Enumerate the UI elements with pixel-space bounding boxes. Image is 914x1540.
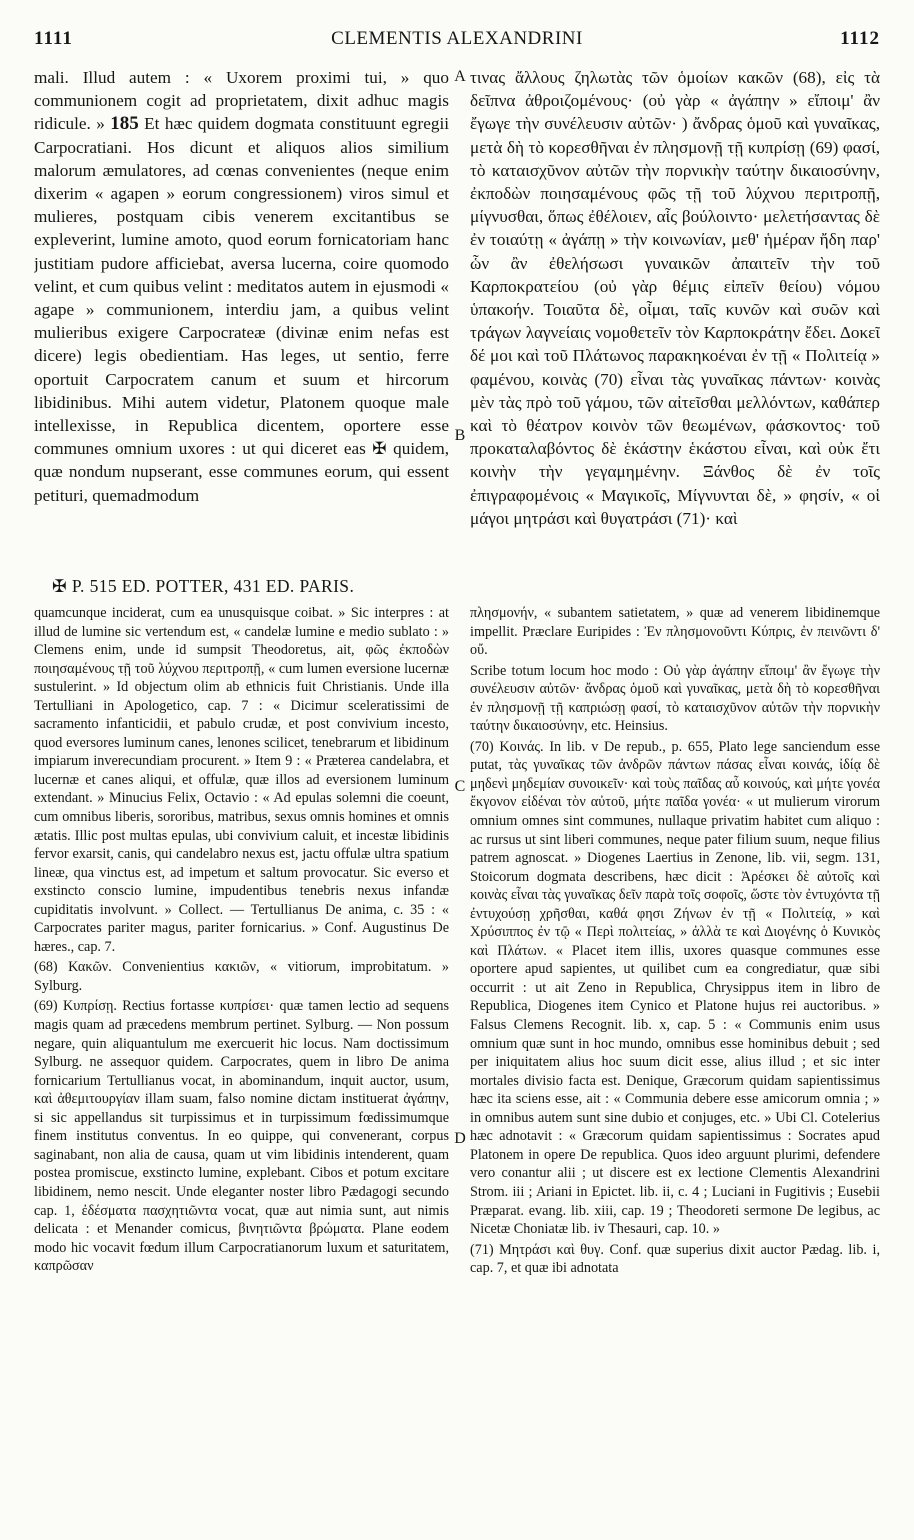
footnote-68: (68) Κακῶν. Convenientius κακιῶν, « vitiorum, improbitatum. » Sylburg.: [34, 959, 449, 994]
margin-letter-c: C: [454, 778, 466, 795]
footnote-heinsius: Scribe totum locum hoc modo : Οὐ γὰρ ἀγάπην εἴποιμ' ἂν ἔγωγε τὴν συνέλευσιν αὐτῶν· ἄνδρας ὁμοῦ καὶ γυναῖκας, μετὰ δὴ τὸ κορεσθῆναι ἐν πλησμονῇ τῇ καπριώσῃ φασί, τὸ καταισχῦνον αὐτῶν τὴν πορνικὴν ταύτην δικαιοσύνην, etc. Heinsius.: [470, 662, 880, 735]
latin-text-after-section: Et hæc quidem dogmata constituunt egregii Carpocratiani. Hos dicunt et aliquos alios similium malorum æmulatores, ad cœnas convenientes (neque enim dixerim « agapen » eorum congressionem) viros simul et mulieres, postquam cibis venerem excitantibus se expleverint, lumine amoto, quod eorum fornicatoriam hanc justitiam pudore afficiebat, aversa lucerna, coire quomodo velint, et cum quibus velint : meditatos autem in ejusmodi « agape » communionem, interdiu jam, a quibus velint mulieribus exigere Carpocrateæ (divinæ enim nefas est dicere) legis obedientiam. Has leges, ut sentio, ferre oportuit Carpocratem canum et suum et hircorum libidinibus. Mihi autem videtur, Platonem quoque male intellexisse, in Republica dicentem, oportere esse communes omnium uxores : ut qui diceret eas ✠ quidem, quæ nondum nupserant, esse communes eorum, qui essent petituri, quemadmodum: [34, 114, 449, 505]
latin-main-text: [34, 66, 449, 576]
footnote-70: (70) Κοινάς. In lib. v De repub., p. 655, Plato lege sanciendum esse putat, τὰς γυναῖκας τῶν ἀνδρῶν πάντων πάσας εἶναι κοινάς, ἰδίᾳ δὲ μηδενὶ μηδεμίαν συνοικεῖν· καὶ τοὺς παῖδας αὖ κοινούς, καὶ μήτε γονέα ἔκγονον εἰδέναι τὸν αὐτοῦ, μήτε παῖδα γονέα· « ut mulierum virorum omnium omnes sint communes, nullaque privatim habitet cum aliquo : ac rursus ut sint liberi communes, neque pater filium suum, neque filius patrem agnoscat. » Diogenes Laertius in Zenone, lib. vii, segm. 131, Stoicorum dogmata describens, hæc dicit : Ἀρέσκει δὲ αὐτοῖς καὶ κοινὰς εἶναι τὰς γυναῖκας δεῖν παρὰ τοῖς σοφοῖς, ὥστε τὸν ἐντυχόντα τῇ ἐντυχούσῃ χρῆσθαι, καθά φησι Ζήνων ἐν τῇ « Πολιτείᾳ, » καὶ Χρύσιππος ἐν τῷ « Περὶ πολιτείας, » ἀλλὰ τε καὶ Διογένης ὁ Κυνικὸς καὶ Πλάτων. « Placet item illis, uxores quasque communes esse oportere apud sapientes, ut quilibet cum ea congrediatur, quæ sibi occurrit : ut ait Zeno in Republica, Chrysippus item in libro de Republica, Diogenes item Cynico et Platone hujus rei auctoribus. » Falsus Clemens Recognit. lib. x, cap. 5 : « Communis enim usus omnium quæ sunt in hoc mundo, omnibus esse hominibus debuit ; sed per iniquitatem alius hoc suum dicit esse, alius illud ; et sic inter mortales divisio facta est. Denique, Græcorum quidam sapientissimus hæc ita sciens esse, ait : « Communia debere esse amicorum omnia ; » in omnibus autem sunt sine dubio et conjuges, etc. » Ubi Cl. Cotelerius hæc adnotavit : « Græcorum quidam sapientissimus : Socrates apud Platonem in opere De republica. Quos ideo arguunt plurimi, defendere vero conantur alii ; ut discere est ex lectione Clementis Alexandrini Strom. iii ; Ariani in Epictet. lib. ii, c. 4 ; Luciani in Fugitivis ; Eusebii Præparat. evang. lib. xiii, cap. 19 ; Theodoreti sermone De legibus, ac Nicetæ Choniatæ lib. iv Thesauri, cap. 10. »: [470, 738, 880, 1238]
footnotes-left-column: [34, 604, 449, 1524]
right-page-number: 1112: [840, 28, 880, 49]
greek-main-text: τινας ἄλλους ζηλωτὰς τῶν ὁμοίων κακῶν (68), εἰς τὰ δεῖπνα ἀθροιζομένους· (οὐ γὰρ « ἀγάπην » εἴποιμ' ἂν ἔγωγε τὴν συνέλευσιν αὐτῶν· ) ἄνδρας ὁμοῦ καὶ γυναῖκας, μετὰ δὴ τὸ κορεσθῆναι ἐν πλησμονῇ τῇ κυπρίσῃ (69) φασί, τὸ καταισχῦνον αὐτῶν τὴν πορνικὴν ταύτην δικαιοσύνην, ἐκποδὼν ποιησαμένους φῶς τῇ τοῦ λύχνου περιτροπῇ, μίγνυσθαι, ὅπως ἐθέλοιεν, αἷς βούλοιντο· μελετήσαντας δὲ ἐν τοιαύτῃ « ἀγάπῃ » τὴν κοινωνίαν, μεθ' ἡμέραν ἤδη παρ' ὧν ἂν ἐθελήσωσι γυναικῶν ἀπαιτεῖν τὴν τοῦ Καρποκρατείου (οὐ γὰρ θέμις εἰπεῖν θείου) νόμου ὑπακοήν. Τοιαῦτα δὲ, οἶμαι, ταῖς κυνῶν καὶ συῶν καὶ τράγων λαγνείαις νομοθετεῖν τὸν Καρποκράτην ἔδει. Δοκεῖ δέ μοι καὶ τοῦ Πλάτωνος παρακηκοέναι ἐν τῇ « Πολιτείᾳ » φαμένου, κοινὰς (70) εἶναι τὰς γυναῖκας πάντων· κοινὰς μὲν τὰς πρὸ τοῦ γάμου, τῶν αἰτεῖσθαι μελλόντων, καθάπερ καὶ τὸ θέατρον κοινὸν τῶν θεωμένων, φάσκοντος· τοῦ προκαταλαβόντος δὲ ἑκάστην ἑκάστου εἶναι, καὶ οὐκ ἔτι κοινὴν τὴν γεγαμημένην. Ξάνθος δὲ ἐν τοῖς ἐπιγραφομένοις « Μαγικοῖς, Μίγνυνται δὲ, » φησίν, « οἱ μάγοι μητράσι καὶ θυγατράσι (71)· καὶ: [470, 68, 880, 528]
footnotes-right-column: [470, 604, 880, 1524]
running-title: CLEMENTIS ALEXANDRINI: [331, 28, 583, 49]
latin-text-before-section: mali. Illud autem : « Uxorem proximi tui, » quo communionem cogit ad proprietatem, dixit adhuc magis ridicule. »: [34, 68, 449, 134]
margin-letter-d: D: [454, 1130, 466, 1147]
footnote-paragraph: quamcunque inciderat, cum ea unusquisque coibat. » Sic interpres : at illud de lumine sic vertendum est, « candelæ lumine e medio sublato : » Clemens enim, unde id sumpsit Theodoretus, ait, φῶς ἐκποδὼν ποιησαμένους τῇ τοῦ λύχνου περιτροπῇ, « cum lumen eversione lucernæ sustulerint. » Id objectum olim ab ethnicis fuit Christianis. Unde illa Tertulliani in Apologetico, cap. 7 : « Dicimur sceleratissimi de sacramento infanticidii, et pabulo crudæ, et post convivium incesto, quod eversores luminum canes, lenones scilicet, tenebrarum et libidinum impiarum inverecundiam procurent. » Item 9 : « Præterea candelabra, et lucernæ et canes aliqui, et offulæ, quæ illos ad eversionem luminum extendant. » Minucius Felix, Octavio : « Ad epulas solemni die coeunt, cum omnibus liberis, sororibus, matribus, sexus omnis homines et omnis ætatis. Illic post multas epulas, ubi convivium caluit, et incestæ libidinis fervor exarsit, canis, qui candelabro nexus est, jactu offulæ ultra spatium lineæ, qua vinctus est, ad impetum et saltum provocatur. Sic everso et exstincto conscio lumine, impudentibus tenebris nexus infandæ cupiditatis involvunt. » Collect. — Tertullianus De anima, c. 35 : « Carpocrates pariter magus, pariter fornicarius. » Conf. Augustinus De hæres., cap. 7.: [34, 605, 449, 955]
running-header: [34, 28, 880, 54]
footnote-69: (69) Κυπρίσῃ. Rectius fortasse κυπρίσει· quæ tamen lectio ad sequens magis quam ad præcedens membrum pertinet. Sylburg. — Non possum negare, quin aliquantulum me exercuerit hic locus. Nam doctissimum Sylburg. ne assequor quidem. Carpocrates, quem in libro De anima fornicarium Tertullianus vocat, in abominandum, inquit auctor, usum, καὶ ἀθεμιτουργίαν illam suam, falso nomine dictam instituerat ἀγάπην, si sic appellandus sit turpissimus et in turpissimum fœdissimumque finem institutus conventus. In eo quippe, qui convenerant, corpus saginabant, non alia de causa, quam ut vim libidinis intenderent, quam postea promiscue, exstincto lumine, explebant. Cibos et potum excitare libidinem, nemo nescit. Unde eleganter noster libro Pædagogi secundo cap. 1, ἐδέσματα πασχητιῶντα vocat, quæ aut nimia sunt, aut nimis delicata : et Menander comicus, βινητιῶντα βρώματα. Plane eodem modo hic vocavit fœdum illum Carpocratianorum luxum et saturitatem, καπρῶσαν: [34, 998, 449, 1275]
left-page-number: 1111: [34, 28, 73, 49]
edition-page-reference: ✠ P. 515 ED. POTTER, 431 ED. PARIS.: [52, 576, 355, 596]
footnote-71: (71) Μητράσι καὶ θυγ. Conf. quæ superius dixit auctor Pædag. lib. i, cap. 7, et quæ ibi adnotata: [470, 1241, 880, 1277]
margin-letter-a: A: [454, 68, 466, 85]
section-number: 185: [110, 113, 139, 135]
margin-letter-b: B: [454, 427, 466, 444]
footnote-paragraph: πλησμονήν, « subantem satietatem, » quæ ad venerem libidinemque impellit. Præclare Euripides : Ἐν πλησμονοῦντι Κύπρις, ἐν πεινῶντι δ' οὔ.: [470, 605, 880, 659]
